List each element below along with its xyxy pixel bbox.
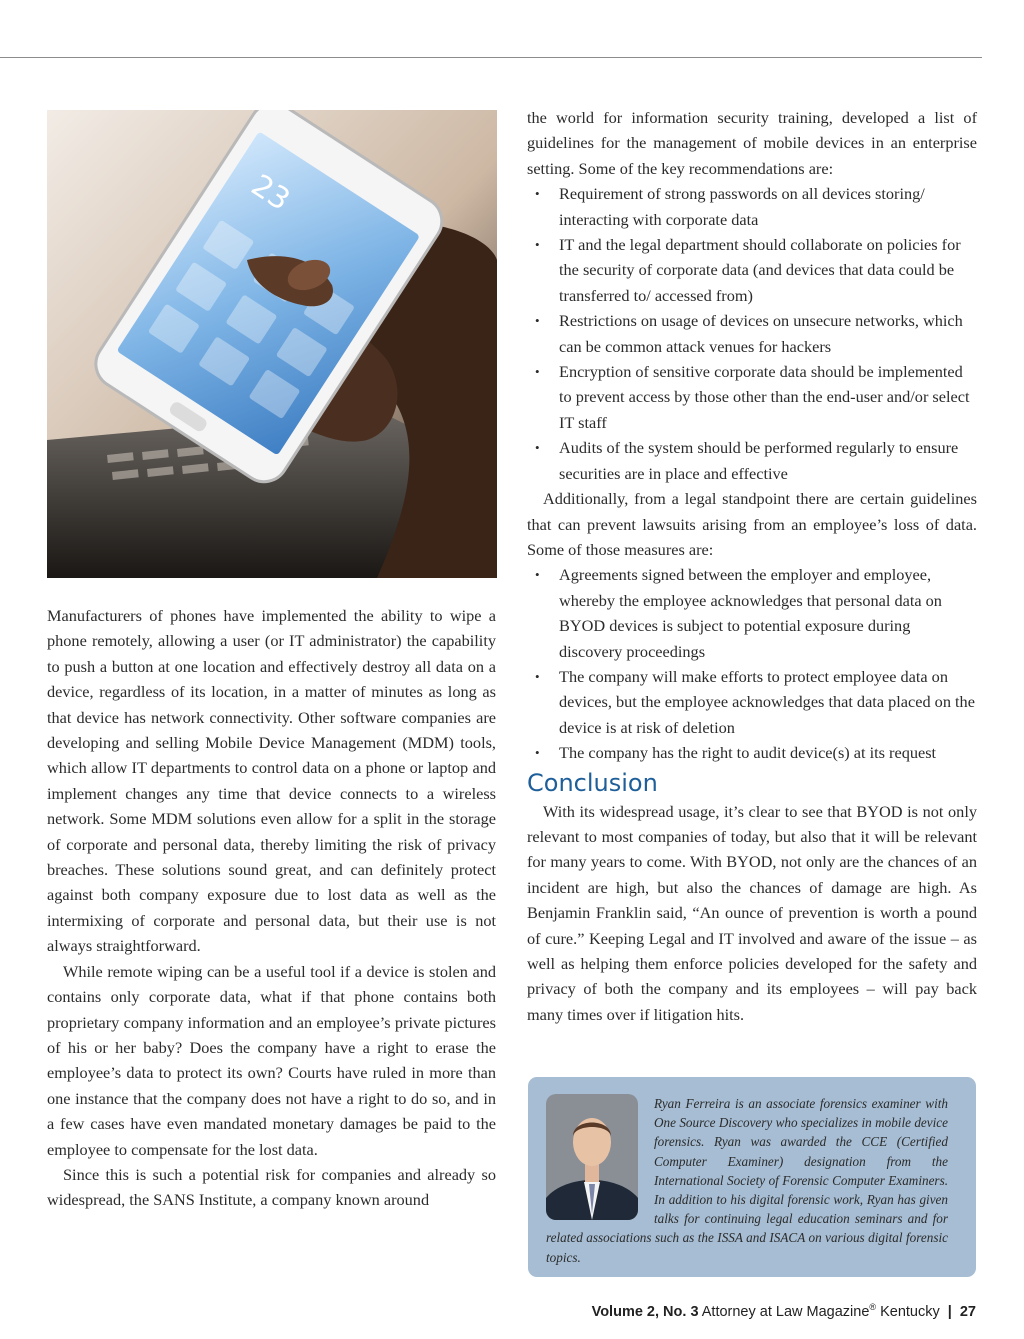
bullet-icon: • bbox=[535, 745, 540, 761]
footer-volume: Volume 2, No. 3 bbox=[591, 1303, 699, 1320]
svg-text:23: 23 bbox=[244, 167, 297, 218]
bullet-icon: • bbox=[535, 237, 540, 253]
bullet-icon: • bbox=[535, 186, 540, 202]
footer-magazine: Attorney at Law Magazine bbox=[701, 1303, 870, 1320]
bullet-icon: • bbox=[535, 668, 540, 684]
author-avatar bbox=[546, 1094, 638, 1220]
bullet-icon: • bbox=[535, 313, 540, 329]
list-item: • The company has the right to audit device(s) at its request bbox=[527, 740, 977, 765]
bullet-icon: • bbox=[535, 440, 540, 456]
author-bio-box bbox=[528, 1077, 976, 1277]
list-item: • Requirement of strong passwords on all devices storing/ interacting with corporate data bbox=[527, 181, 977, 232]
measures-list bbox=[527, 562, 977, 765]
list-item: • Encryption of sensitive corporate data should be implemented to prevent access by those other than the end-user and/or select IT staff bbox=[527, 359, 977, 435]
author-bio-text: Ryan Ferreira is an associate forensics examiner with One Source Discovery who specializes in mobile device forensics. Ryan was awarded the CCE (Certified Computer Examiner) designation from the International Society of Forensic Computer Examiners. In addition to his digital forensic work, Ryan has given talks for continuing legal education seminars and for related associations such as the ISSA and ISACA on various digital forensic topics. bbox=[546, 1096, 948, 1265]
left-paragraph-2: While remote wiping can be a useful tool if a device is stolen and contains only corporate data, what if that phone contains both proprietary company information and an employee’s private pictures of his or her baby? Does the company have a right to erase the employee’s data to protect its own? Courts have ruled in more than one instance that the company does not have a right to do so, and in a few cases have even mandated monetary damages be paid to the employee to compensate for the lost data. bbox=[47, 961, 496, 1159]
list-item: • Audits of the system should be performed regularly to ensure securities are in place and effective bbox=[527, 435, 977, 486]
header-rule bbox=[0, 57, 982, 58]
left-column bbox=[47, 603, 496, 1213]
left-paragraph-3: Since this is such a potential risk for companies and already so widespread, the SANS Institute, a company known around bbox=[47, 1164, 496, 1210]
legal-intro: Additionally, from a legal standpoint there are certain guidelines that can prevent lawsuits arising from an employee’s loss of data. Some of those measures are: bbox=[527, 489, 977, 559]
list-item: • Restrictions on usage of devices on unsecure networks, which can be common attack venues for hackers bbox=[527, 308, 977, 359]
recommendations-list bbox=[527, 181, 977, 486]
list-item: • IT and the legal department should collaborate on policies for the security of corporate data (and devices that data could be transferred to/ accessed from) bbox=[527, 232, 977, 308]
right-column bbox=[527, 105, 977, 1027]
page-number: 27 bbox=[959, 1303, 976, 1320]
smartphone-photo bbox=[47, 110, 497, 578]
recommendations-intro: the world for information security training, developed a list of guidelines for the management of mobile devices in an enterprise setting. Some of the key recommendations are: bbox=[527, 108, 977, 178]
conclusion-heading: Conclusion bbox=[527, 768, 658, 797]
left-paragraph-1: Manufacturers of phones have implemented the ability to wipe a phone remotely, allowing a user (or IT administrator) the capability to push a button at one location and effectively destroy all data on a device, regardless of its location, in a matter of minutes as long as that device has network connectivity. Other software companies are developing and selling Mobile Device Management (MDM) tools, which allow IT departments to control data on a phone or laptop and implement changes any time that device connects to a wireless network. Some MDM solutions even allow for a split in the storage of corporate and personal data, thereby limiting the risk of privacy breaches. These solutions sound great, and can definitely protect against both company exposure due to lost data as well as the intermixing of corporate and personal data, but their use is not always straightforward. bbox=[47, 606, 496, 956]
page-footer bbox=[592, 1302, 976, 1320]
bullet-icon: • bbox=[535, 567, 540, 583]
conclusion-paragraph: With its widespread usage, it’s clear to see that BYOD is not only relevant to most companies of today, but also that it will be relevant for many years to come. With BYOD, not only are the chances of an incident are high, but also the chances of damage are high. As Benjamin Franklin said, “An ounce of prevention is worth a pound of cure.” Keeping Legal and IT involved and aware of the issue – as well as helping them enforce policies developed for the safety and privacy of both the company and its employees – will pay back many times over if litigation hits. bbox=[527, 801, 977, 1024]
footer-separator: | bbox=[947, 1303, 952, 1320]
footer-state: Kentucky bbox=[880, 1303, 940, 1320]
list-item: • The company will make efforts to protect employee data on devices, but the employee acknowledges that data placed on the device is at risk of deletion bbox=[527, 664, 977, 740]
footer-registered-mark: ® bbox=[869, 1302, 877, 1312]
list-item: • Agreements signed between the employer and employee, whereby the employee acknowledges that personal data on BYOD devices is subject to potential exposure during discovery proceedings bbox=[527, 562, 977, 664]
bullet-icon: • bbox=[535, 364, 540, 380]
